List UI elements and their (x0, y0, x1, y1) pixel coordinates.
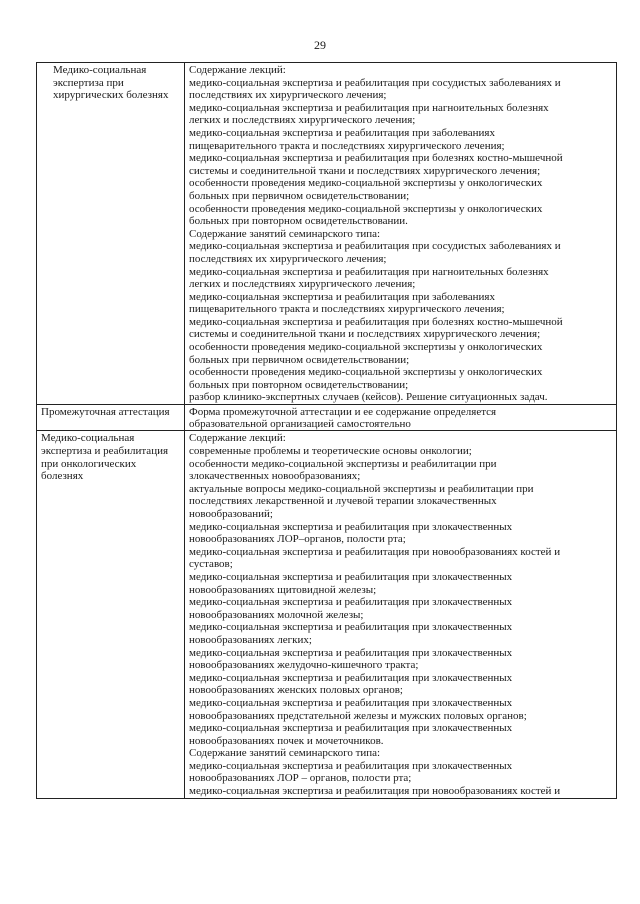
curriculum-table (36, 62, 617, 799)
content-cell (185, 431, 617, 798)
table-row (37, 63, 617, 405)
page-number: 29 (314, 38, 326, 52)
table-row (37, 405, 617, 431)
topic-cell (37, 405, 185, 431)
topic-cell (37, 63, 185, 405)
content-text: Содержание лекций: современные проблемы и теоретические основы онкологии; особенности медико-социальной экспертизы и реабилитации при злокачественных новообразованиях; актуальные вопросы медико-социальной экспертизы и реабилитации при последствиях лекарственной и лучевой терапии злокачественных новообразований; медико-социальная экспертиза и реабилитация при злокачественных новообразованиях ЛОР–органов, полости рта; медико-социальная экспертиза и реабилитация при новообразованиях костей и суставов; медико-социальная экспертиза и реабилитация при злокачественных новообразованиях щитовидной железы; медико-социальная экспертиза и реабилитация при злокачественных новообразованиях молочной железы; медико-социальная экспертиза и реабилитация при злокачественных новообразованиях легких; медико-социальная экспертиза и реабилитация при злокачественных новообразованиях желудочно-кишечного тракта; медико-социальная экспертиза и реабилитация при злокачественных новообразованиях женских половых органов; медико-социальная экспертиза и реабилитация при злокачественных новообразованиях предстательной железы и мужских половых органов; медико-социальная экспертиза и реабилитация при злокачественных новообразованиях почек и мочеточников. Содержание занятий семинарского типа: медико-социальная экспертиза и реабилитация при злокачественных новообразованиях ЛОР – органов, полости рта; медико-социальная экспертиза и реабилитация при новообразованиях костей и (189, 432, 561, 798)
topic-text: Медико-социальная экспертиза при хирургических болезнях (53, 64, 169, 102)
content-text: Форма промежуточной аттестации и ее содержание определяется образовательной организацией самостоятельно (189, 406, 497, 431)
content-cell (185, 63, 617, 405)
topic-text: Промежуточная аттестация (41, 406, 170, 419)
table-row (37, 431, 617, 798)
topic-cell (37, 431, 185, 798)
content-text: Содержание лекций: медико-социальная экспертиза и реабилитация при сосудистых заболеваниях и последствиях их хирургического лечения; медико-социальная экспертиза и реабилитация при нагноительных болезнях легких и последствиях хирургического лечения; медико-социальная экспертиза и реабилитация при заболеваниях пищеварительного тракта и последствиях хирургического лечения; медико-социальная экспертиза и реабилитация при болезнях костно-мышечной системы и соединительной ткани и последствиях хирургического лечения; особенности проведения медико-социальной экспертизы у онкологических больных при первичном освидетельствовании; особенности проведения медико-социальной экспертизы у онкологических больных при повторном освидетельствовании. Содержание занятий семинарского типа: медико-социальная экспертиза и реабилитация при сосудистых заболеваниях и последствиях их хирургического лечения; медико-социальная экспертиза и реабилитация при нагноительных болезнях легких и последствиях хирургического лечения; медико-социальная экспертиза и реабилитация при заболеваниях пищеварительного тракта и последствиях хирургического лечения; медико-социальная экспертиза и реабилитация при болезнях костно-мышечной системы и соединительной ткани и последствиях хирургического лечения; особенности проведения медико-социальной экспертизы у онкологических больных при первичном освидетельствовании; особенности проведения медико-социальной экспертизы у онкологических больных при повторном освидетельствовании; разбор клинико-экспертных случаев (кейсов). Решение ситуационных задач. (189, 64, 563, 404)
content-cell (185, 405, 617, 431)
topic-text: Медико-социальная экспертиза и реабилитация при онкологических болезнях (41, 432, 169, 483)
